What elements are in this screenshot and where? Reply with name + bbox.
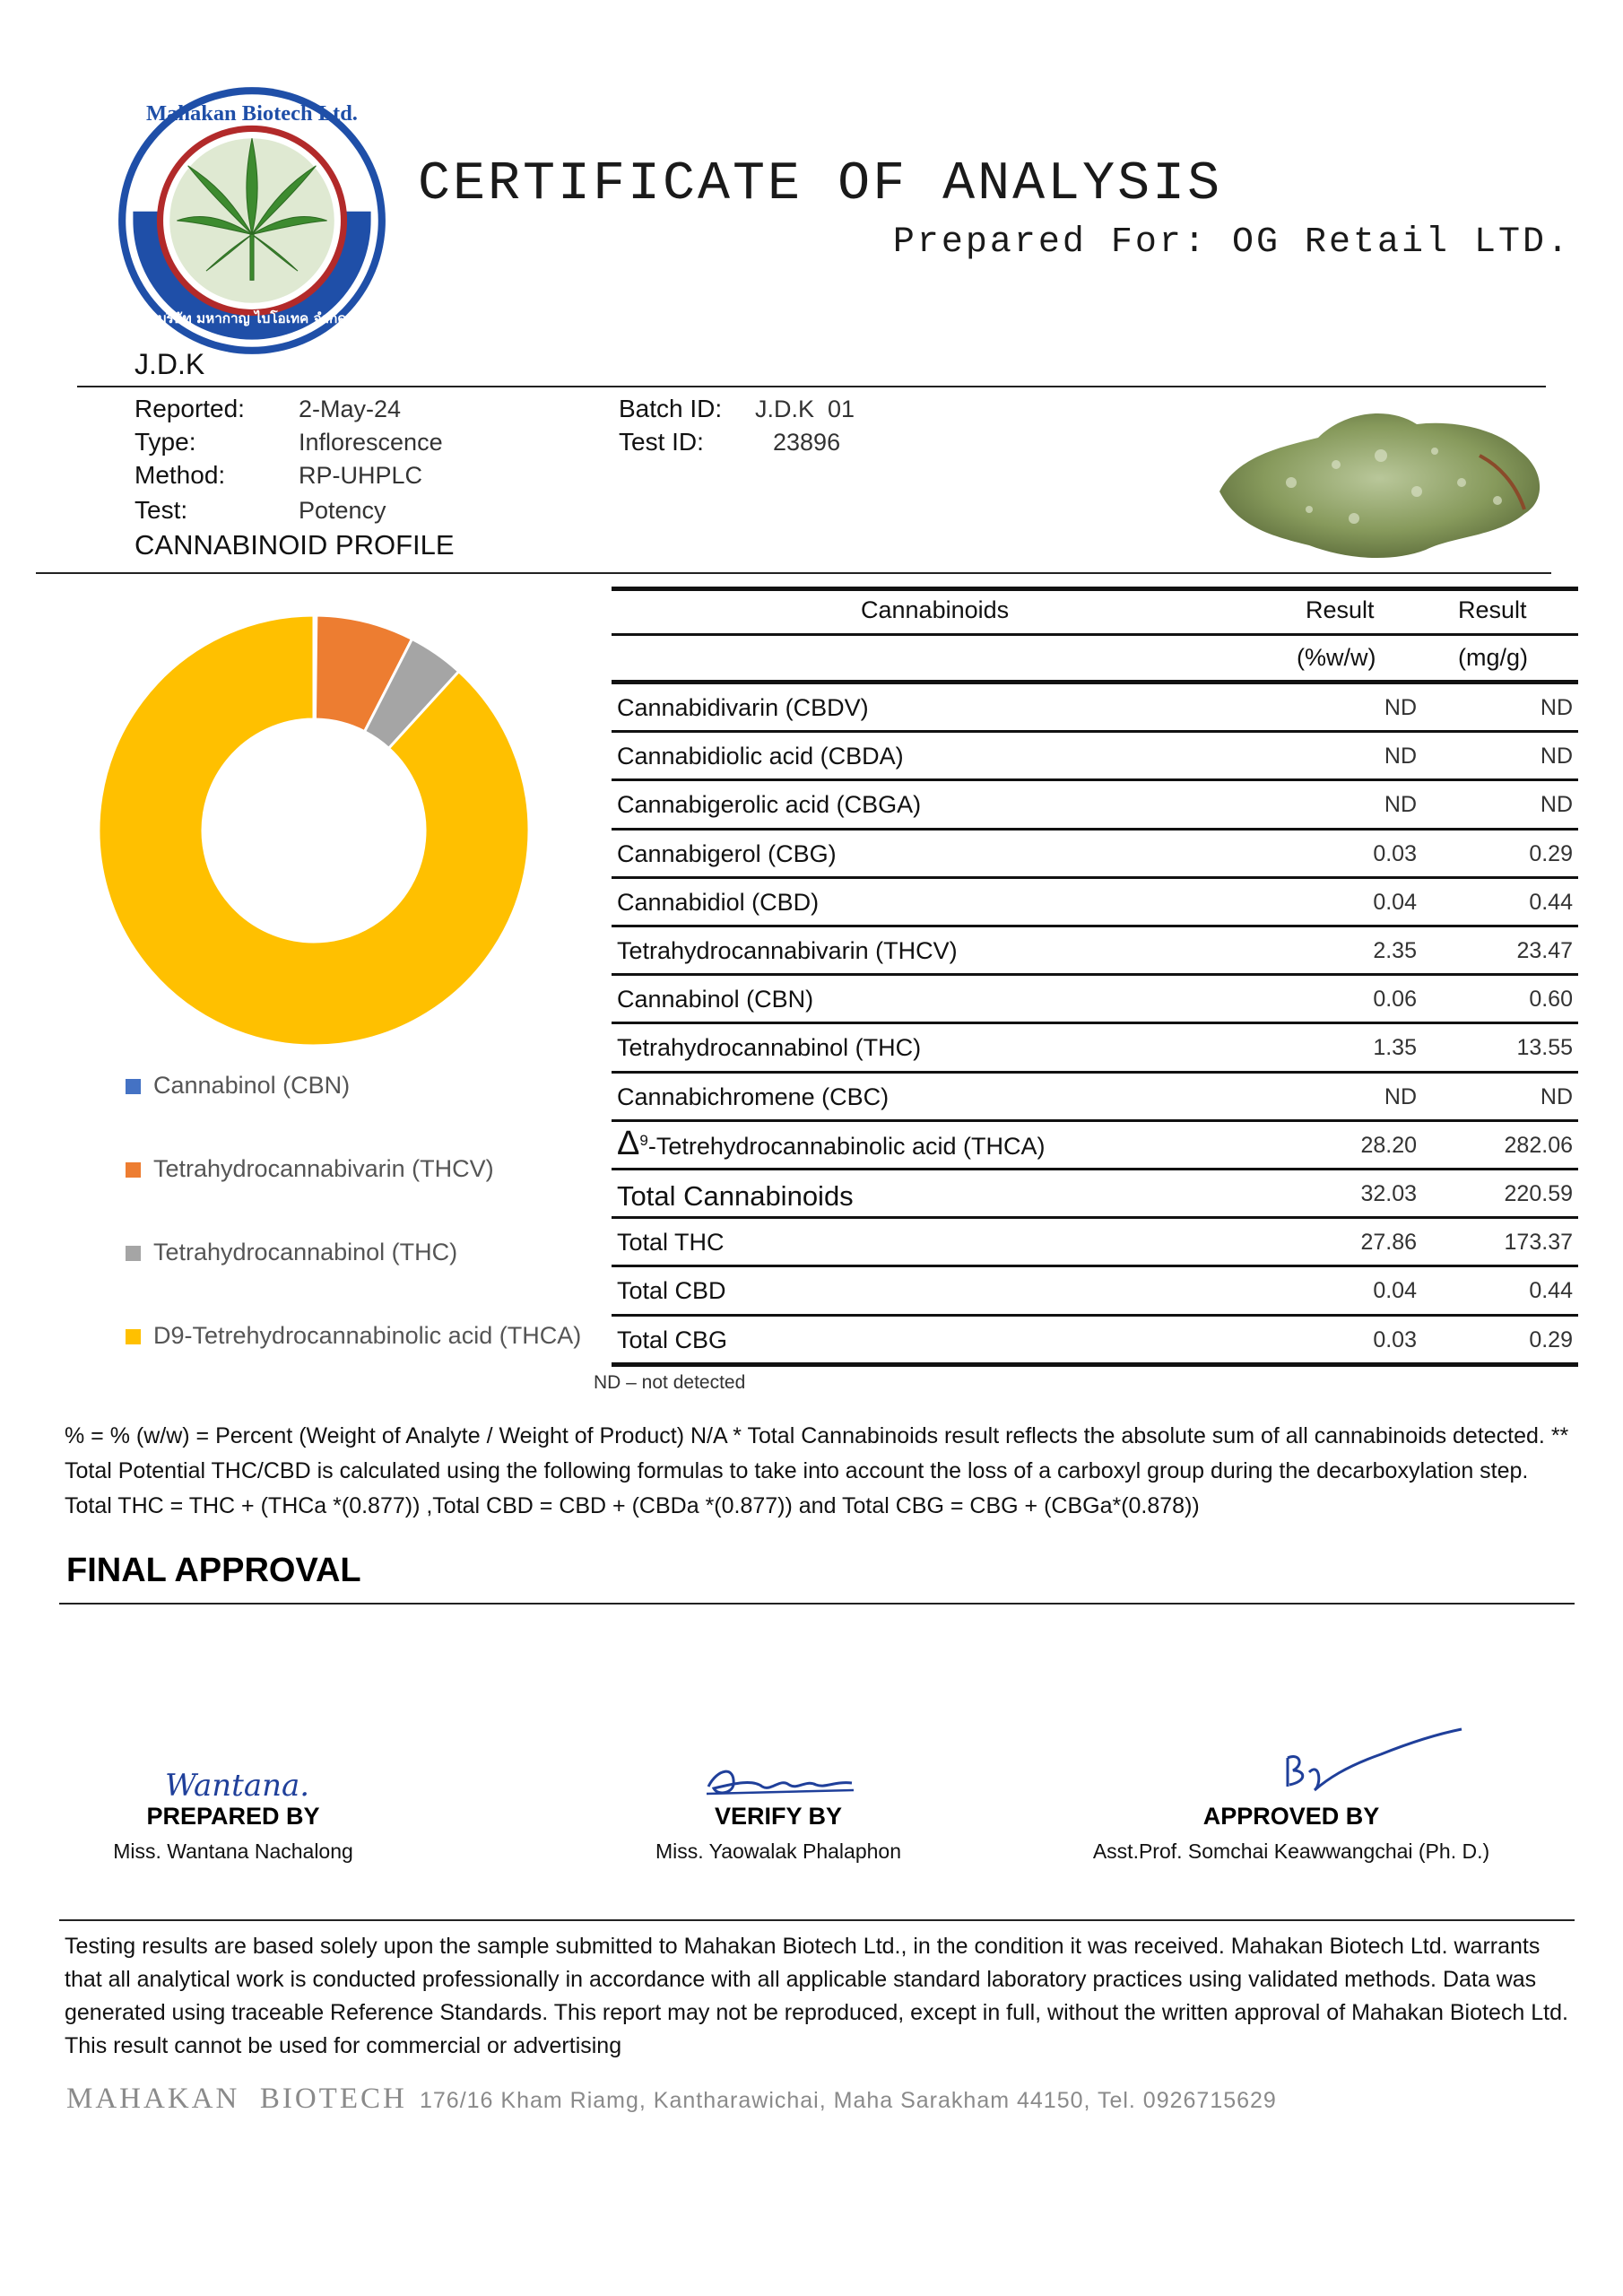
legend-item <box>126 1072 350 1100</box>
approved-signature <box>1273 1722 1471 1803</box>
table-row-mg: 0.44 <box>1529 889 1573 915</box>
delta-symbol: Δ <box>617 1124 640 1162</box>
legend-label: D9-Tetrehydrocannabinolic acid (THCA) <box>153 1322 582 1349</box>
profile-divider <box>36 572 1551 574</box>
legend-swatch <box>126 1079 141 1094</box>
nd-footnote: ND – not detected <box>594 1372 746 1393</box>
table-row-pct: 0.03 <box>1373 840 1417 866</box>
legend-swatch <box>126 1329 141 1344</box>
footer-address: 176/16 Kham Riamg, Kantharawichai, Maha Sarakham 44150, Tel. 0926715629 <box>420 2088 1277 2113</box>
table-rule <box>612 1314 1578 1317</box>
table-row-mg: ND <box>1540 792 1573 818</box>
prepared-for: Prepared For: OG Retail LTD. <box>892 222 1571 263</box>
table-row-pct: ND <box>1384 1083 1417 1109</box>
verify-by-name: Miss. Yaowalak Phalaphon <box>655 1839 902 1863</box>
method-value: RP-UHPLC <box>299 462 423 489</box>
table-row-pct: ND <box>1384 744 1417 770</box>
table-rule <box>612 1071 1578 1074</box>
table-rule <box>612 633 1578 636</box>
signature-text: Wantana. <box>165 1768 310 1804</box>
delta-superscript: 9 <box>639 1131 648 1149</box>
approval-divider <box>59 1603 1575 1605</box>
table-row-mg: 0.60 <box>1529 987 1573 1013</box>
table-rule <box>612 1119 1578 1122</box>
method-notes: % = % (w/w) = Percent (Weight of Analyte / Weight of Product) N/A * Total Cannabinoids result reflects the absolute sum of all cannabinoids detected. ** Total Potential THC/CBD is calculated using the following formulas to take into account the loss of a carboxyl group during the decarboxylation step. Total THC = THC + (THCa *(0.877)) ,Total CBD = CBD + (CBDa *(0.877)) and Total CBG = CBG + (CBGa*(0.878)) <box>65 1423 1569 1518</box>
table-row-pct: 28.20 <box>1360 1132 1417 1158</box>
table-rule <box>612 925 1578 927</box>
table-row-name: Total THC <box>617 1229 725 1257</box>
reported-value: 2-May-24 <box>299 396 402 422</box>
table-rule <box>612 1216 1578 1219</box>
header-divider <box>77 386 1546 387</box>
table-row-name: Cannabichromene (CBC) <box>617 1083 890 1110</box>
sample-photo <box>1211 402 1551 565</box>
legend-label: Cannabinol (CBN) <box>153 1072 351 1099</box>
table-row-pct: 32.03 <box>1360 1181 1417 1206</box>
table-rule <box>612 730 1578 733</box>
table-row-name <box>617 1125 1046 1163</box>
table-rule <box>612 680 1578 684</box>
header-unit-mg: (mg/g) <box>1458 644 1529 671</box>
table-row-name: Cannabigerolic acid (CBGA) <box>617 791 922 819</box>
table-row-pct: 0.03 <box>1373 1326 1417 1352</box>
table-row-name: Total CBG <box>617 1326 728 1353</box>
table-row-mg: ND <box>1540 744 1573 770</box>
legend-swatch <box>126 1246 141 1261</box>
table-row-name: Cannabinol (CBN) <box>617 986 814 1013</box>
table-rule <box>612 778 1578 781</box>
table-rule <box>612 828 1578 831</box>
table-row-pct: 0.04 <box>1373 1278 1417 1304</box>
table-row-pct: 0.04 <box>1373 889 1417 915</box>
header-unit-pct: (%w/w) <box>1297 644 1376 671</box>
table-rule <box>612 1265 1578 1267</box>
type-label: Type: <box>135 428 196 456</box>
table-row-pct: 2.35 <box>1373 938 1417 963</box>
test-value: Potency <box>299 497 386 524</box>
test-label: Test: <box>135 496 188 524</box>
legend-label: Tetrahydrocannabivarin (THCV) <box>153 1155 494 1182</box>
table-row-mg: 282.06 <box>1504 1132 1573 1158</box>
table-row-pct: 0.06 <box>1373 987 1417 1013</box>
cannabinoid-donut-chart <box>90 606 538 1055</box>
prepared-by-name: Miss. Wantana Nachalong <box>113 1839 353 1863</box>
verify-by-role: VERIFY BY <box>714 1803 843 1830</box>
table-row-name: Cannabidiolic acid (CBDA) <box>617 743 904 770</box>
table-row-name: Cannabidivarin (CBDV) <box>617 694 869 721</box>
legend-item <box>126 1155 494 1183</box>
test-id-label: Test ID: <box>619 428 704 456</box>
table-rule <box>612 876 1578 879</box>
sample-name: J.D.K <box>135 348 205 380</box>
header-result-pct: Result <box>1306 596 1375 623</box>
table-row-pct: ND <box>1384 792 1417 818</box>
results-table <box>612 587 1578 1369</box>
table-row-mg: 0.29 <box>1529 1326 1573 1352</box>
table-row-pct: 1.35 <box>1373 1035 1417 1061</box>
table-row-mg: ND <box>1540 695 1573 720</box>
table-row-name: Tetrahydrocannabivarin (THCV) <box>617 937 958 964</box>
table-row-name: Tetrahydrocannabinol (THC) <box>617 1034 922 1062</box>
header-result-mg: Result <box>1458 596 1527 623</box>
profile-title: CANNABINOID PROFILE <box>135 529 455 561</box>
table-row-name: Total CBD <box>617 1277 726 1305</box>
table-row-name: Cannabidiol (CBD) <box>617 888 820 916</box>
table-row-mg: 23.47 <box>1516 938 1573 963</box>
type-value: Inflorescence <box>299 429 443 456</box>
reported-label: Reported: <box>135 395 245 422</box>
table-row-mg: 173.37 <box>1504 1230 1573 1256</box>
table-rule <box>612 587 1578 591</box>
table-rule <box>612 1168 1578 1170</box>
legend-swatch <box>126 1162 141 1178</box>
company-logo <box>115 83 389 358</box>
test-id-value: 23896 <box>773 429 841 456</box>
approved-by-name: Asst.Prof. Somchai Keawwangchai (Ph. D.) <box>1092 1839 1490 1863</box>
table-rule <box>612 973 1578 976</box>
prepared-by-role: PREPARED BY <box>146 1803 320 1830</box>
table-rule <box>612 1022 1578 1024</box>
donut-slice <box>99 615 529 1046</box>
footer-brand: MAHAKAN BIOTECH <box>66 2083 407 2115</box>
disclaimer-divider <box>59 1919 1575 1921</box>
legend-item <box>126 1322 581 1350</box>
logo-thai-text: บริษัท มหากาญ ไบโอเทค จำกัด <box>157 310 347 327</box>
table-row-pct: ND <box>1384 695 1417 720</box>
prepared-signature <box>161 1760 323 1806</box>
row-label: -Tetrehydrocannabinolic acid (THCA) <box>647 1132 1046 1160</box>
document-title: CERTIFICATE OF ANALYSIS <box>418 154 1223 215</box>
approved-by-role: APPROVED BY <box>1202 1803 1380 1830</box>
header-cannabinoids: Cannabinoids <box>861 596 1010 623</box>
table-row-mg: 0.29 <box>1529 840 1573 866</box>
table-row-pct: 27.86 <box>1360 1230 1417 1256</box>
disclaimer-text: Testing results are based solely upon the sample submitted to Mahakan Biotech Ltd., in the condition it was received. Mahakan Biotech Ltd. warrants that all analytical work is conducted professionally in accordance with all applicable standard laboratory practices using validated methods. Data was generated using traceable Reference Standards. This report may not be reproduced, except in full, without the written approval of Mahakan Biotech Ltd. This result cannot be used for commercial or advertising <box>65 1934 1568 2058</box>
method-label: Method: <box>135 461 226 489</box>
verify-signature <box>699 1760 861 1803</box>
batch-id-value: J.D.K 01 <box>755 396 855 422</box>
table-row-name: Cannabigerol (CBG) <box>617 839 837 867</box>
batch-id-label: Batch ID: <box>619 395 723 422</box>
table-row-mg: 13.55 <box>1516 1035 1573 1061</box>
final-approval-title: FINAL APPROVAL <box>66 1552 361 1589</box>
table-rule <box>612 1362 1578 1367</box>
logo-text: Mahakan Biotech Ltd. <box>146 100 358 126</box>
table-row-mg: ND <box>1540 1083 1573 1109</box>
table-row-name: Total Cannabinoids <box>617 1180 854 1212</box>
table-row-mg: 0.44 <box>1529 1278 1573 1304</box>
legend-item <box>126 1239 457 1266</box>
legend-label: Tetrahydrocannabinol (THC) <box>153 1239 458 1265</box>
table-row-mg: 220.59 <box>1504 1181 1573 1206</box>
